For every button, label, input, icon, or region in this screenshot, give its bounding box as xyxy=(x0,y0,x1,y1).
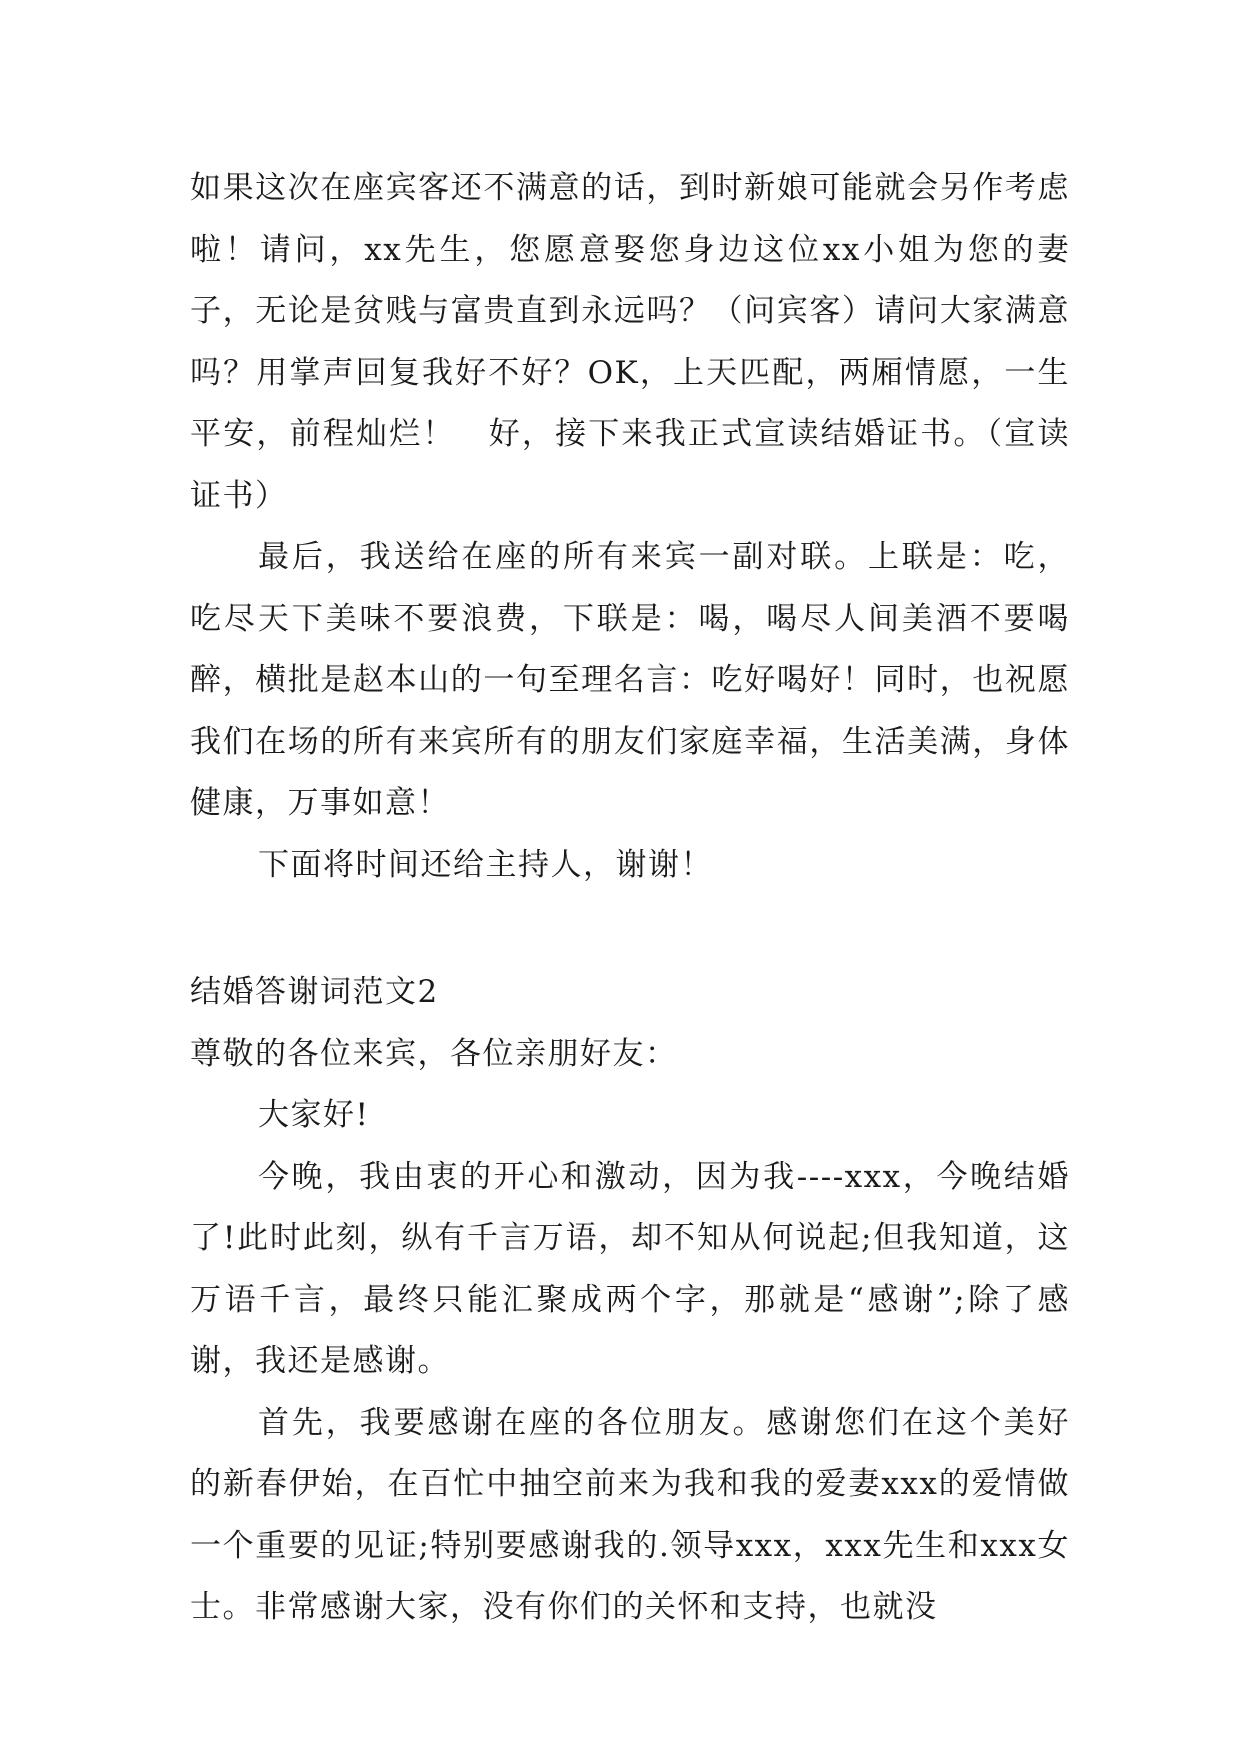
salutation: 尊敬的各位来宾，各位亲朋好友： xyxy=(190,1035,678,1072)
paragraph-gratitude: 今晚，我由衷的开心和激动，因为我----xxx，今晚结婚了!此时此刻，纵有千言万语，却不知从何说起;但我知道，这万语千言，最终只能汇聚成两个字，那就是“感谢”;除了感谢，我还是感谢。 xyxy=(190,1158,1070,1379)
section-title: 结婚答谢词范文2 xyxy=(190,974,439,1010)
paragraph-closing: 下面将时间还给主持人，谢谢！ xyxy=(258,846,713,883)
paragraph-greeting: 大家好! xyxy=(258,1097,370,1133)
paragraph-vows: 如果这次在座宾客还不满意的话，到时新娘可能就会另作考虑啦！请问，xx先生，您愿意娶您身边这位xx小姐为您的妻子，无论是贫贱与富贵直到永远吗？（问宾客）请问大家满意吗？用掌声回复我好不好？OK，上天匹配，两厢情愿，一生平安，前程灿烂！ 好，接下来我正式宣读结婚证书。（宣读证书） xyxy=(190,170,1070,514)
document-page xyxy=(190,158,1070,1639)
paragraph-couplet: 最后，我送给在座的所有来宾一副对联。上联是：吃，吃尽天下美味不要浪费，下联是：喝，喝尽人间美酒不要喝醉，横批是赵本山的一句至理名言：吃好喝好！同时，也祝愿我们在场的所有来宾所有的朋友们家庭幸福，生活美满，身体健康，万事如意！ xyxy=(190,539,1070,821)
paragraph-thanks-friends: 首先，我要感谢在座的各位朋友。感谢您们在这个美好的新春伊始，在百忙中抽空前来为我和我的爱妻xxx的爱情做一个重要的见证;特别要感谢我的.领导xxx，xxx先生和xxx女士。非常感谢大家，没有你们的关怀和支持，也就没 xyxy=(190,1404,1070,1625)
